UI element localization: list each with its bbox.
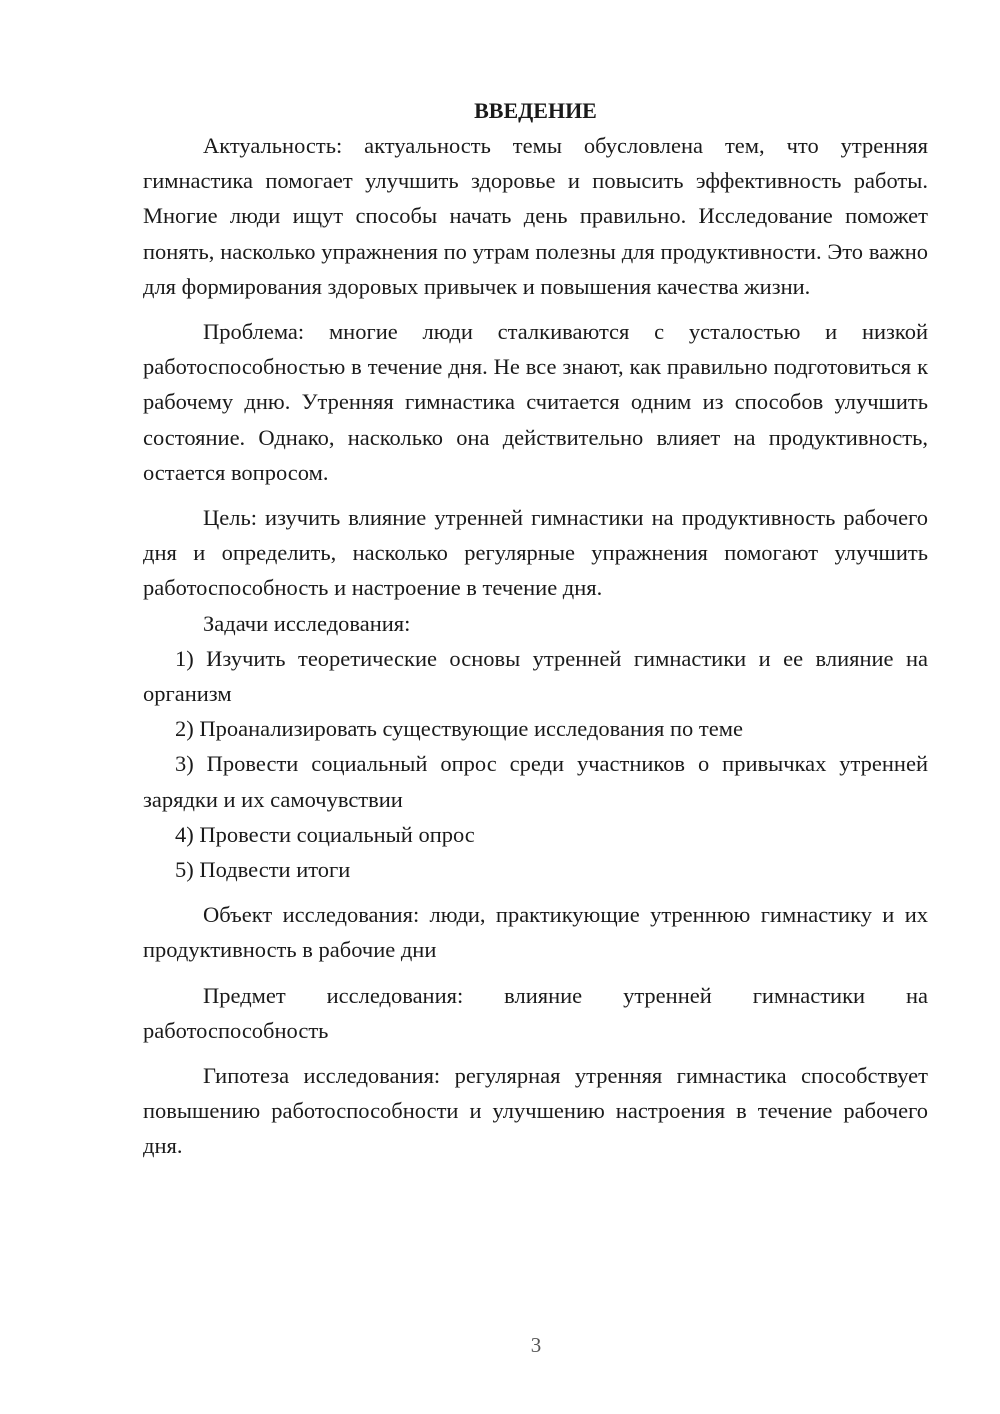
paragraph-problem: Проблема: многие люди сталкиваются с усталостью и низкой работоспособностью в течение дня. Не все знают, как правильно подготовиться к рабочему дню. Утренняя гимнастика считается одним из способов улучшить состояние. Однако, насколько она действительно влияет на продуктивность, остается вопросом.	[143, 319, 928, 485]
list-item: 1) Изучить теоретические основы утренней гимнастики и ее влияние на организм	[143, 645, 928, 707]
list-item: 3) Провести социальный опрос среди участников о привычках утренней зарядки и их самочувствии	[143, 751, 928, 812]
page-title: ВВЕДЕНИЕ	[474, 98, 597, 123]
tasks-list	[143, 641, 928, 887]
paragraph-hypothesis: Гипотеза исследования: регулярная утренняя гимнастика способствует повышению работоспособности и улучшению настроения в течение рабочего дня.	[143, 1063, 928, 1159]
page-body	[143, 93, 928, 1164]
list-item: 4) Провести социальный опрос	[175, 821, 475, 847]
paragraph-object: Объект исследования: люди, практикующие утреннюю гимнастику и их продуктивность в рабочие дни	[143, 902, 928, 963]
page-number: 3	[530, 1333, 542, 1357]
tasks-title: Задачи исследования:	[203, 610, 411, 636]
paragraph-subject: Предмет исследования: влияние утренней гимнастики на работоспособность	[143, 982, 928, 1043]
paragraph-goal: Цель: изучить влияние утренней гимнастики на продуктивность рабочего дня и определить, насколько регулярные упражнения помогают улучшить работоспособность и настроение в течение дня.	[143, 505, 928, 601]
list-item: 5) Подвести итоги	[175, 857, 351, 883]
list-item: 2) Проанализировать существующие исследования по теме	[175, 716, 743, 742]
paragraph-relevance: Актуальность: актуальность темы обусловлена тем, что утренняя гимнастика помогает улучшить здоровье и повысить эффективность работы. Многие люди ищут способы начать день правильно. Исследование поможет понять, насколько упражнения по утрам полезны для продуктивности. Это важно для формирования здоровых привычек и повышения качества жизни.	[143, 133, 928, 299]
